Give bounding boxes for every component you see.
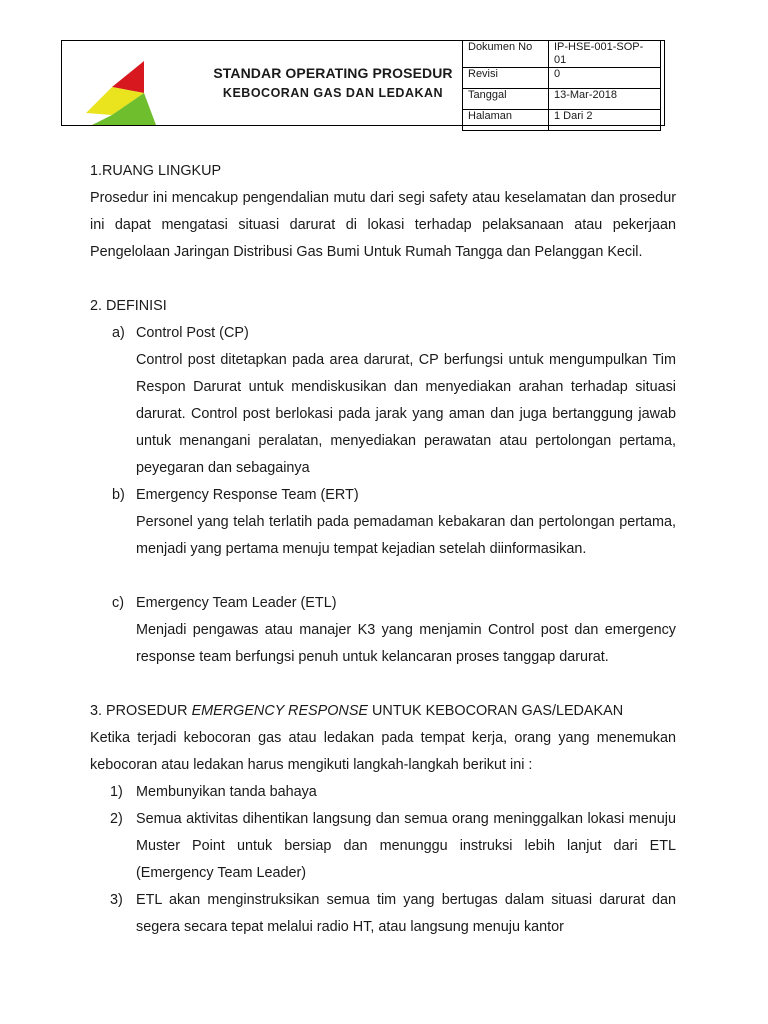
document-header — [61, 40, 665, 126]
document-title: STANDAR OPERATING PROSEDUR — [213, 65, 453, 81]
procedure-step — [90, 806, 676, 887]
list-marker: a) — [112, 325, 125, 341]
definition-item — [90, 320, 676, 482]
step-text: Membunyikan tanda bahaya — [136, 784, 317, 800]
meta-row — [463, 41, 661, 68]
list-marker: 1) — [110, 784, 123, 800]
definition-term: Emergency Team Leader (ETL) — [136, 595, 337, 611]
definition-term: Control Post (CP) — [136, 325, 249, 341]
meta-value: 1 Dari 2 — [549, 110, 661, 131]
meta-row — [463, 110, 661, 131]
meta-value: IP-HSE-001-SOP-01 — [549, 41, 661, 68]
document-body — [90, 158, 676, 941]
document-subtitle: KEBOCORAN GAS DAN LEDAKAN — [222, 86, 444, 100]
step-text: Semua aktivitas dihentikan langsung dan semua orang meninggalkan lokasi menuju Muster Point untuk bersiap dan menunggu instruksi lebih lanjut dari ETL (Emergency Team Leader) — [136, 811, 676, 881]
procedure-step — [90, 887, 676, 941]
section-paragraph: Prosedur ini mencakup pengendalian mutu dari segi safety atau keselamatan dan prosedur ini dapat mengatasi situasi darurat di lokasi terhadap pelaksanaan atau pekerjaan Pengelolaan Jaringan Distribusi Gas Bumi Untuk Rumah Tangga dan Pelanggan Kecil. — [90, 190, 676, 260]
title-block — [158, 41, 462, 125]
definition-desc: Control post ditetapkan pada area darurat, CP berfungsi untuk mengumpulkan Tim Respon Darurat untuk mendiskusikan dan menyediakan arahan terhadap situasi darurat. Control post berlokasi pada jarak yang aman dan juga bertanggung jawab untuk menangani peralatan, menyediakan perawatan atau pertolongan pertama, peyegaran dan sebagainya — [136, 352, 676, 476]
definition-item — [90, 590, 676, 671]
meta-key: Dokumen No — [463, 41, 549, 68]
document-meta-table — [462, 40, 661, 131]
meta-row — [463, 89, 661, 110]
heading-suffix: UNTUK KEBOCORAN GAS/LEDAKAN — [368, 703, 624, 719]
procedure-step — [90, 779, 676, 806]
meta-row — [463, 68, 661, 89]
meta-key: Revisi — [463, 68, 549, 89]
meta-value: 0 — [549, 68, 661, 89]
meta-key: Halaman — [463, 110, 549, 131]
meta-value: 13-Mar-2018 — [549, 89, 661, 110]
list-marker: 2) — [110, 811, 123, 827]
section-heading-prosedur — [90, 698, 676, 725]
meta-key: Tanggal — [463, 89, 549, 110]
company-logo-icon — [72, 49, 158, 125]
heading-prefix: 3. PROSEDUR — [90, 703, 192, 719]
list-marker: b) — [112, 487, 125, 503]
list-marker: 3) — [110, 892, 123, 908]
list-marker: c) — [112, 595, 124, 611]
definition-item — [90, 482, 676, 563]
definition-desc: Personel yang telah terlatih pada pemadaman kebakaran dan pertolongan pertama, menjadi yang pertama menuju tempat kejadian setelah diinformasikan. — [136, 514, 676, 557]
heading-italic: EMERGENCY RESPONSE — [191, 703, 369, 719]
step-text: ETL akan menginstruksikan semua tim yang bertugas dalam situasi darurat dan segera secara tepat melalui radio HT, atau langsung menuju kantor — [136, 892, 676, 935]
section-paragraph: Ketika terjadi kebocoran gas atau ledakan pada tempat kerja, orang yang menemukan kebocoran atau ledakan harus mengikuti langkah-langkah berikut ini : — [90, 730, 676, 773]
definition-term: Emergency Response Team (ERT) — [136, 487, 359, 503]
section-heading-definisi: 2. DEFINISI — [90, 298, 167, 314]
section-heading-ruang-lingkup: 1.RUANG LINGKUP — [90, 163, 222, 179]
definition-desc: Menjadi pengawas atau manajer K3 yang menjamin Control post dan emergency response team berfungsi penuh untuk kelancaran proses tanggap darurat. — [136, 622, 676, 665]
